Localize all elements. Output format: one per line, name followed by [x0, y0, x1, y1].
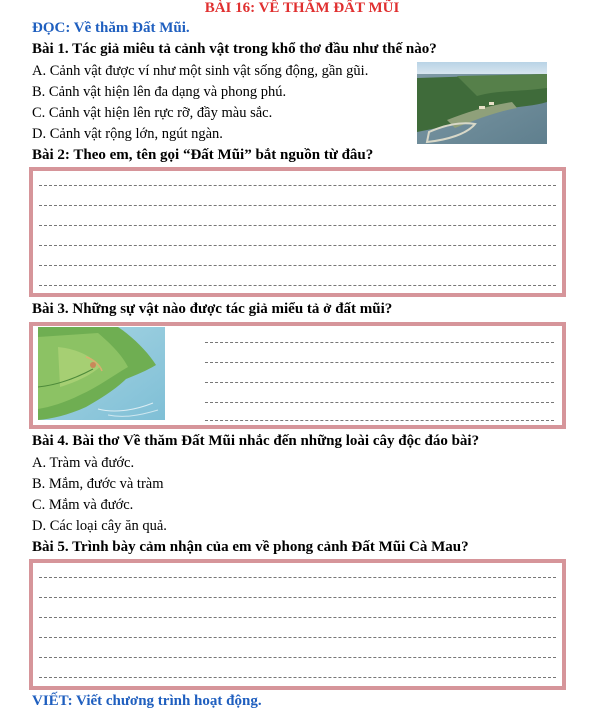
- q3-question: Bài 3. Những sự vật nào được tác giả miểu tả ở đất mũi?: [32, 301, 393, 317]
- q4-option-b[interactable]: B. Mắm, đước và tràm: [32, 476, 164, 492]
- q1-option-c[interactable]: C. Cảnh vật hiện lên rực rỡ, đầy màu sắc.: [32, 105, 273, 121]
- answer-line: [205, 342, 554, 343]
- answer-line: [39, 577, 556, 578]
- answer-line: [39, 285, 556, 286]
- q1-option-a[interactable]: A. Cảnh vật được ví như một sinh vật sống động, gần gũi.: [32, 63, 369, 79]
- q4-option-d[interactable]: D. Các loại cây ăn quả.: [32, 518, 167, 534]
- q2-answer-box[interactable]: [29, 167, 566, 297]
- q1-option-d[interactable]: D. Cảnh vật rộng lớn, ngút ngàn.: [32, 126, 223, 142]
- q5-answer-box[interactable]: [29, 559, 566, 690]
- answer-line: [205, 382, 554, 383]
- cape-illustration: [38, 327, 165, 420]
- answer-line: [205, 402, 554, 403]
- q1-option-b[interactable]: B. Cảnh vật hiện lên đa dạng và phong phú.: [32, 84, 287, 100]
- answer-line: [39, 677, 556, 678]
- q2-question: Bài 2: Theo em, tên gọi “Đất Mũi” bắt nguồn từ đâu?: [32, 147, 374, 163]
- answer-line: [39, 597, 556, 598]
- cape-aerial-photo: [417, 62, 547, 144]
- q4-option-a[interactable]: A. Tràm và đước.: [32, 455, 135, 471]
- answer-line: [39, 657, 556, 658]
- q5-question: Bài 5. Trình bày cảm nhận của em về phong cảnh Đất Mũi Cà Mau?: [32, 539, 469, 555]
- q4-option-c[interactable]: C. Mắm và đước.: [32, 497, 134, 513]
- reading-heading: ĐỌC: Về thăm Đất Mũi.: [32, 20, 190, 36]
- answer-line: [205, 362, 554, 363]
- answer-line: [39, 637, 556, 638]
- answer-line: [39, 205, 556, 206]
- worksheet-title: BÀI 16: VỀ THĂM ĐẤT MŨI: [204, 0, 400, 16]
- answer-line: [39, 225, 556, 226]
- q4-question: Bài 4. Bài thơ Về thăm Đất Mũi nhắc đến những loài cây độc đáo bài?: [32, 433, 480, 449]
- answer-line: [39, 617, 556, 618]
- answer-line: [39, 245, 556, 246]
- writing-heading: VIẾT: Viết chương trình hoạt động.: [32, 693, 262, 709]
- answer-line: [205, 420, 554, 421]
- answer-line: [39, 185, 556, 186]
- answer-line: [39, 265, 556, 266]
- q1-question: Bài 1. Tác giả miêu tả cảnh vật trong khổ thơ đầu như thế nào?: [32, 41, 437, 57]
